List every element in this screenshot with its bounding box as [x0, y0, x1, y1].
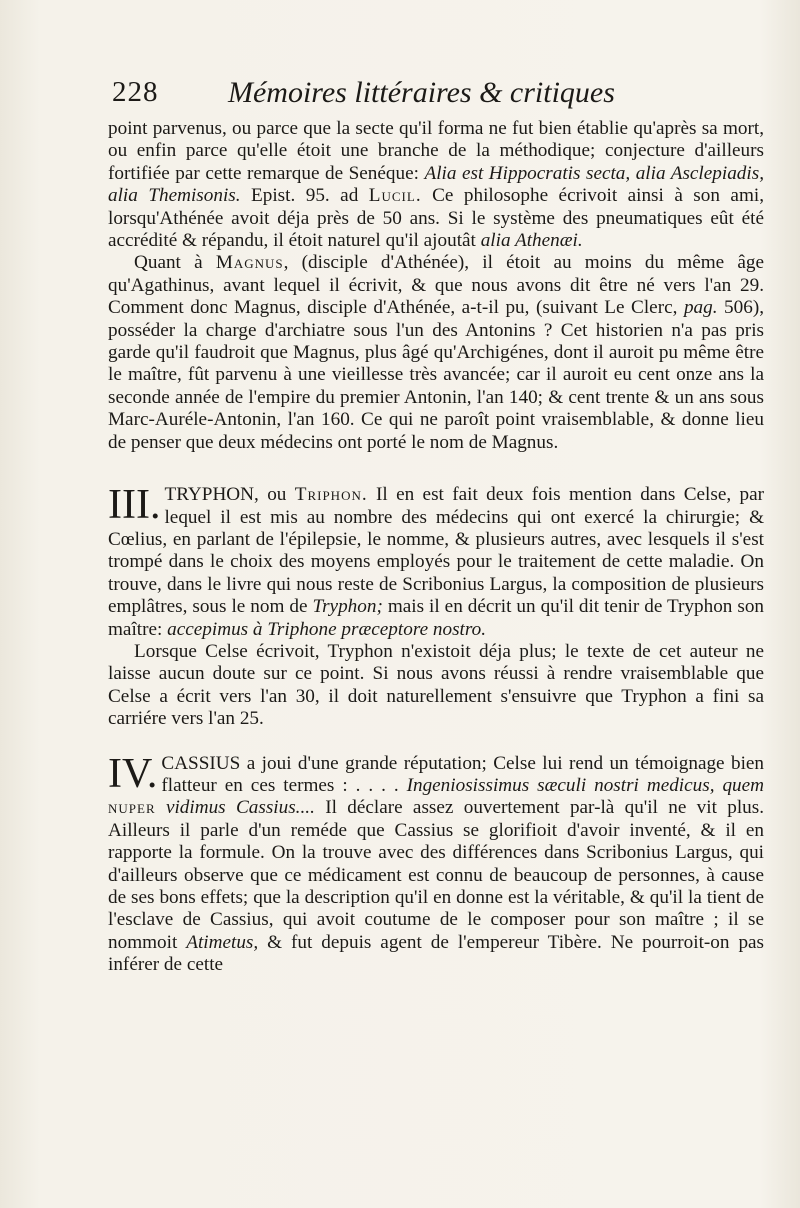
latin-quote: vidimus Cassius.... [165, 797, 315, 819]
latin-quote: Ingeniosissimus sæculi nostri medicus, quem [406, 774, 765, 796]
text-run: Ce philosophe écrivoit ainsi à son ami, lorsqu'Athénée avoit déja près de 50 ans. Si le système des pneumatiques eût été accrédité & répandu, il étoit naturel qu'il ajoutât [108, 185, 765, 252]
paragraph-cassius [108, 750, 765, 977]
body-text [108, 118, 764, 977]
text-run: mais il en décrit un qu'il dit tenir de Tryphon son maître: [108, 596, 765, 640]
name-cassius: CASSIUS [161, 752, 241, 774]
paragraph-athenee [108, 118, 764, 252]
name-triphon: Triphon. [294, 484, 368, 506]
page-number: 228 [112, 76, 159, 108]
name-magnus: Magnus [215, 252, 284, 274]
text-run: Il déclare assez ouvertement par-là qu'il ne vit plus. Ailleurs il parle d'un reméde que Cassius se glorifioit d'avoir inventé, & il en rapporte la formule. On la trouve avec des différences dans Scribonius Largus, qui d'ailleurs observe que ce médicament est connu de beaucoup de personnes, à cause de ses bons effets; que la description qu'il en donne est la véritable, & qu'il la tient de l'esclave de Cassius, qui avoit coutume de le composer pour son maître ; il se nommoit [108, 797, 765, 953]
paragraph-magnus [108, 252, 764, 454]
text-run: Quant à [134, 252, 203, 274]
page-header [112, 76, 752, 116]
text-run: & fut depuis agent de l'empereur Tibère. Ne pourroit-on pas inférer de cette [108, 931, 765, 976]
text-run: Il en est fait deux fois mention dans Celse, par lequel il est mis au nombre des médecins qui ont exercé la chirurgie; & Cœlius, en parlant de l'épilepsie, le nomme, & plusieurs autres, avec lesquels il s'est trompé dans le choix des moyens employés pour le traitement de cette maladie. On trouve, dans le livre qui nous reste de Scribonius Largus, la composition de plusieurs emplâtres, sous le nom de [108, 484, 764, 618]
section-cassius [108, 750, 765, 977]
text-run: , (disciple d'Athénée), il étoit au moins du même âge qu'Agathinus, avant lequel il écrivit, & que nous avons dit être né vers l'an 29. Comment donc Magnus, disciple d'Athénée, a-t-il pu, (suivant Le Clerc, [108, 252, 764, 319]
text-run: Lorsque Celse écrivoit, Tryphon n'existoit déja plus; le texte de cet auteur ne laisse aucun doute sur ce point. Si nous avons réussi à rendre vraisemblable que Celse a écrit vers l'an 30, il doit naturellement s'ensuivre que Tryphon a fini sa carriére vers l'an 25. [108, 640, 764, 730]
citation: Epist. 95. ad [251, 185, 359, 207]
latin-quote: accepimus à Triphone præceptore nostro. [167, 618, 487, 640]
italic-name: Atimetus, [186, 931, 259, 953]
italic-name: Tryphon; [312, 596, 383, 618]
paragraph-celse [108, 641, 764, 731]
text-run: a joui d'une grande réputation; Celse lui rend un témoignage bien flatteur en ces termes : . . . . [161, 752, 765, 796]
name-tryphon: TRYPHON, [164, 484, 259, 506]
paragraph-tryphon [108, 484, 764, 641]
latin-emphasis: nuper [108, 797, 156, 819]
citation-author: Lucil. [368, 185, 422, 207]
latin-quote: Alia est Hippocratis secta, alia Asclepiadis, alia Themisonis. [108, 162, 764, 207]
section-numeral: III. [108, 482, 161, 529]
latin-quote: alia Athenæi. [480, 230, 583, 252]
page-ref: pag. [683, 297, 718, 319]
text-run: ou [267, 484, 287, 506]
section-numeral: IV. [108, 750, 158, 797]
running-title: Mémoires littéraires & critiques [228, 76, 615, 109]
section-tryphon [108, 484, 764, 730]
text-run: point parvenus, ou parce que la secte qu'il forma ne fut bien établie qu'après sa mort, ou enfin parce qu'elle étoit une branche de la méthodique; conjecture d'ailleurs fortifiée par cette remarque de Senéque: [108, 118, 764, 184]
text-run: 506), posséder la charge d'archiatre sous l'un des Antonins ? Cet historien n'a pas pris garde qu'il faudroit que Magnus, plus âgé qu'Archigénes, dont il auroit pu même être le maître, fût parvenu à une vieillesse très avancée; car il auroit eu cent onze ans la seconde année de l'empire du premier Antonin, l'an 140; & cent trente & un ans sous Marc-Auréle-Antonin, l'an 160. Ce qui ne paroît point vraisemblable, & donne lieu de penser que deux médecins ont porté le nom de Magnus. [108, 297, 765, 453]
